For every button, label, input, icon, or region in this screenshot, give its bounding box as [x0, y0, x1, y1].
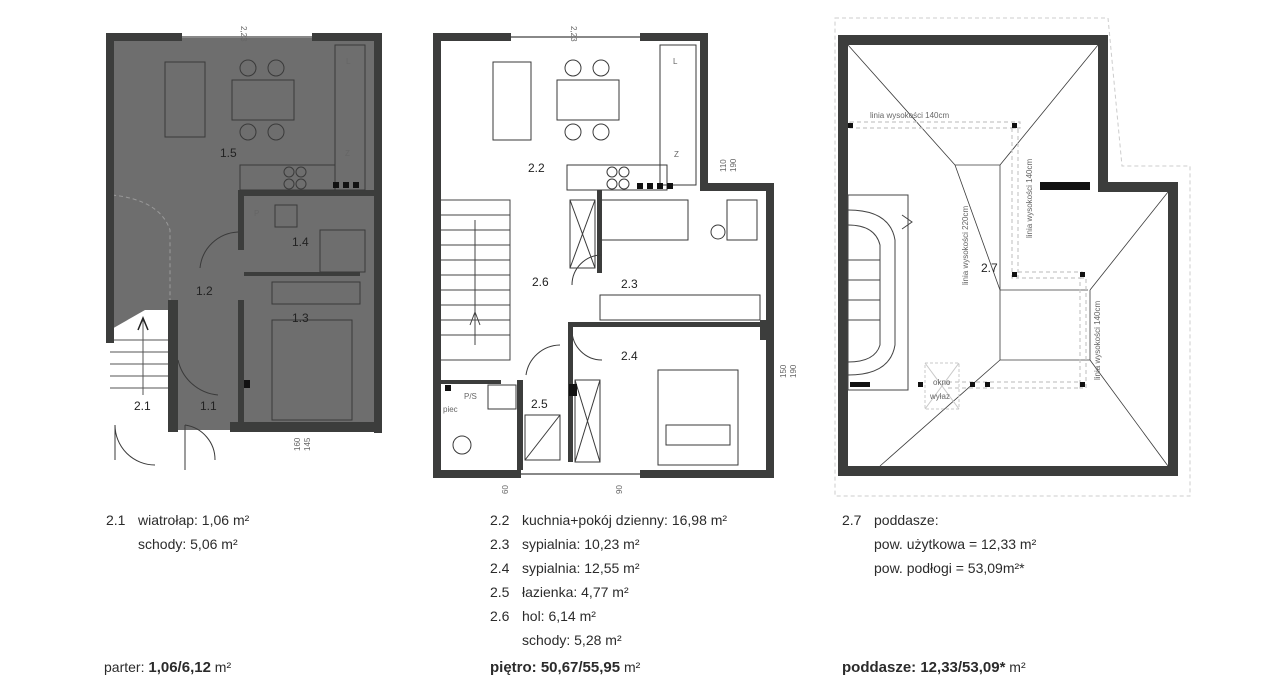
legend-num: 2.3 [490, 536, 510, 552]
room-label-2-2: 2.2 [528, 161, 545, 175]
legend-ground-row [106, 532, 249, 556]
total-label: piętro: [490, 659, 541, 676]
room-label-2-7: 2.7 [981, 261, 998, 275]
legend-text: sypialnia: 12,55 m² [522, 560, 640, 576]
roof-lines [848, 45, 1168, 466]
legend-floor-row [490, 556, 727, 580]
total-unit: m² [210, 659, 232, 675]
total-value: 50,67/55,95 [540, 659, 621, 676]
legend-attic-row [842, 556, 1036, 580]
room-label-2-4: 2.4 [621, 349, 638, 363]
legend-ground [106, 508, 249, 556]
legend-text: sypialnia: 10,23 m² [522, 536, 640, 552]
legend-text: pow. użytkowa = 12,33 m² [874, 536, 1037, 552]
dim-bottom-floor-b: 90 [615, 485, 624, 494]
room-label-1-1: 1.1 [200, 399, 217, 413]
room-label-1-4: 1.4 [292, 235, 309, 249]
legend-attic [842, 508, 1036, 580]
room-label-2-1: 2.1 [134, 399, 151, 413]
room-label-2-3: 2.3 [621, 277, 638, 291]
legend-num: 2.7 [842, 512, 862, 528]
legend-text: poddasze: [874, 512, 939, 528]
total-value: 12,33/53,09* [920, 659, 1006, 676]
legend-attic-row [842, 532, 1036, 556]
legend-attic-row [842, 508, 1036, 532]
legend-text: schody: 5,06 m² [138, 536, 238, 552]
first-floor-plan [433, 26, 798, 494]
skylight-label-b: wyłaz [930, 392, 951, 401]
attic-plan [835, 18, 1190, 496]
dim-right-c: 150 [779, 364, 788, 378]
total-ground [104, 659, 231, 676]
mark-l-floor: L [673, 57, 678, 66]
total-label: poddasze: [842, 659, 921, 676]
legend-num: 2.5 [490, 584, 510, 600]
height-line-label-d: linia wysokości 140cm [1093, 300, 1102, 380]
dim-right-d: 190 [789, 364, 798, 378]
legend-floor-row [490, 580, 727, 604]
total-attic [842, 659, 1026, 676]
mark-l: L [346, 57, 351, 66]
dim-floor-top: 2,23 [569, 26, 578, 42]
legend-text: schody: 5,28 m² [522, 632, 622, 648]
mark-ps: P/S [464, 392, 477, 401]
dim-right-b: 190 [729, 158, 738, 172]
attic-stairs [848, 195, 912, 390]
dim-bottom-b: 145 [303, 437, 312, 451]
room-label-2-5: 2.5 [531, 397, 548, 411]
ground-floor-plan [106, 26, 382, 470]
legend-floor-row [490, 604, 727, 628]
legend-num: 2.2 [490, 512, 510, 528]
legend-num: 2.4 [490, 560, 510, 576]
legend-num: 2.6 [490, 608, 510, 624]
room-label-1-5: 1.5 [220, 146, 237, 160]
legend-text: pow. podłogi = 53,09m²* [874, 560, 1025, 576]
total-value: 1,06/6,12 [148, 659, 211, 676]
height-line-label-a: linia wysokości 140cm [870, 111, 950, 120]
dim-bottom-a: 160 [293, 437, 302, 451]
mark-z: Z [345, 149, 350, 158]
dim-top: 2,23 [239, 26, 248, 42]
mark-p: P [254, 209, 260, 218]
skylight-label-a: okno [933, 378, 951, 387]
total-label: parter: [104, 659, 149, 675]
dim-right-a: 110 [719, 159, 728, 172]
room-label-1-2: 1.2 [196, 284, 213, 298]
legend-floor-row [490, 508, 727, 532]
legend-text: wiatrołap: 1,06 m² [138, 512, 250, 528]
room-label-1-3: 1.3 [292, 311, 309, 325]
legend-floor [490, 508, 727, 652]
total-floor [490, 659, 640, 676]
floor-walls [433, 33, 774, 478]
room-label-2-6: 2.6 [532, 275, 549, 289]
legend-text: kuchnia+pokój dzienny: 16,98 m² [522, 512, 728, 528]
floor-stairs [441, 200, 510, 360]
legend-text: hol: 6,14 m² [522, 608, 596, 624]
floor-furniture [453, 45, 760, 465]
legend-ground-row [106, 508, 249, 532]
height-line-label-c: linia wysokości 140cm [1025, 158, 1034, 238]
mark-z-floor: Z [674, 150, 679, 159]
total-unit: m² [1005, 659, 1026, 675]
legend-floor-row [490, 532, 727, 556]
mark-pec: piec [443, 405, 458, 414]
legend-floor-row [490, 628, 727, 652]
legend-num: 2.1 [106, 512, 126, 528]
height-line-label-b: linia wysokości 220cm [961, 205, 970, 285]
dim-bottom-floor-a: 60 [501, 485, 510, 494]
total-unit: m² [620, 659, 641, 675]
legend-text: łazienka: 4,77 m² [522, 584, 629, 600]
